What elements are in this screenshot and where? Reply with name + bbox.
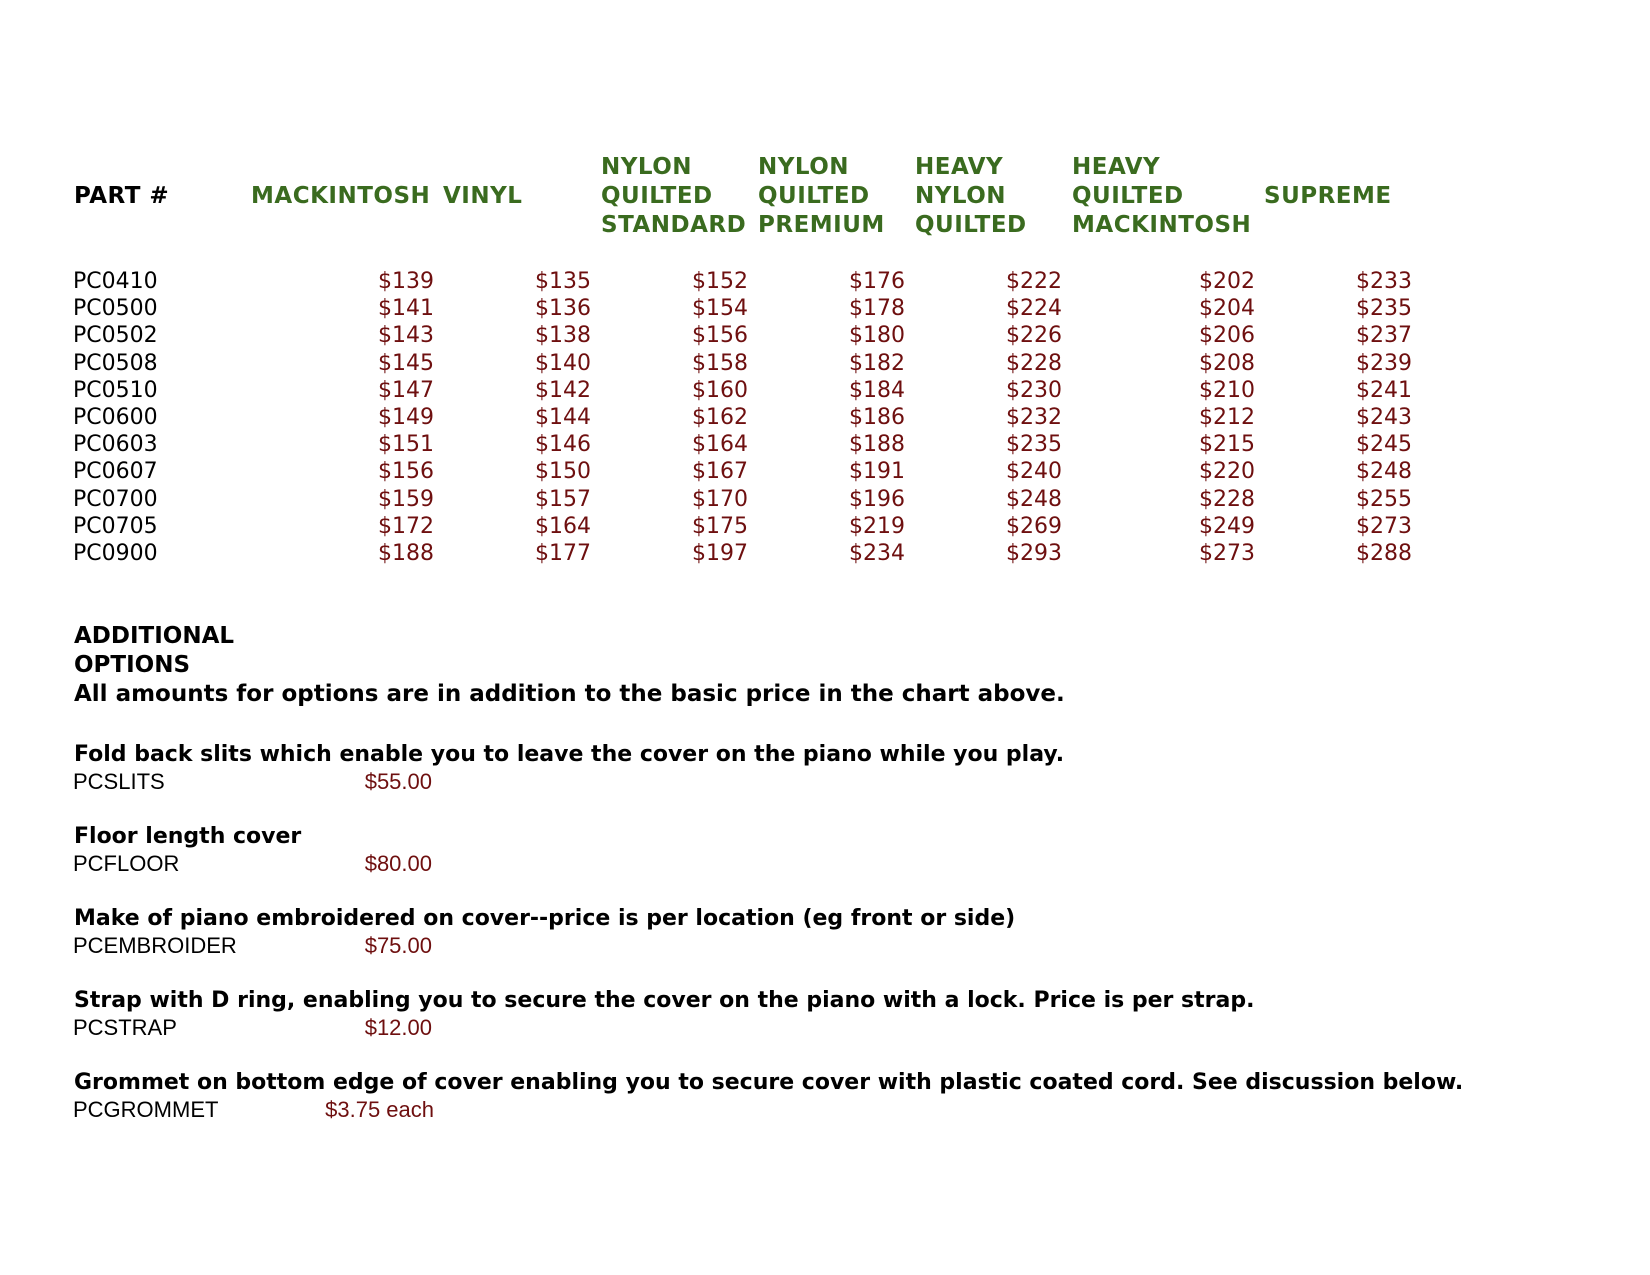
- option-description: Floor length cover: [74, 824, 302, 849]
- column-header-supreme: SUPREME: [1264, 183, 1392, 209]
- table-row: [0, 404, 1650, 431]
- part-number-cell: PC0500: [73, 296, 158, 322]
- price-cell: $255: [1356, 486, 1412, 512]
- price-cell: $160: [692, 377, 748, 403]
- price-cell: $151: [378, 432, 434, 458]
- price-cell: $138: [535, 323, 591, 349]
- price-cell: $180: [849, 323, 905, 349]
- price-cell: $288: [1356, 541, 1412, 566]
- part-number-cell: PC0700: [73, 486, 158, 512]
- option-price: $75.00: [364, 933, 432, 958]
- price-cell: $167: [692, 459, 748, 485]
- price-cell: $241: [1356, 377, 1412, 403]
- price-cell: $269: [1006, 513, 1062, 539]
- table-row: [0, 540, 1650, 567]
- price-cell: $152: [692, 269, 748, 294]
- price-cell: $136: [535, 296, 591, 322]
- option-code: PCSTRAP: [73, 1015, 177, 1040]
- price-cell: $212: [1199, 405, 1255, 430]
- part-number-header: PART #: [74, 183, 170, 209]
- price-cell: $177: [535, 541, 591, 566]
- price-cell: $186: [849, 405, 905, 430]
- column-header-heavy-quilted-mackintosh: HEAVY QUILTED MACKINTOSH: [1072, 154, 1252, 238]
- option-code: PCSLITS: [73, 769, 165, 794]
- price-cell: $240: [1006, 459, 1062, 485]
- table-row: [0, 513, 1650, 540]
- price-cell: $142: [535, 377, 591, 403]
- table-row: [0, 295, 1650, 322]
- price-cell: $139: [378, 269, 434, 294]
- price-cell: $197: [692, 541, 748, 566]
- price-cell: $273: [1356, 513, 1412, 539]
- price-cell: $215: [1199, 432, 1255, 458]
- price-cell: $178: [849, 296, 905, 322]
- price-cell: $188: [378, 541, 434, 566]
- price-cell: $146: [535, 432, 591, 458]
- option-price: $3.75 each: [325, 1097, 434, 1122]
- price-cell: $230: [1006, 377, 1062, 403]
- table-row: [0, 268, 1650, 295]
- table-row: [0, 486, 1650, 513]
- part-number-cell: PC0603: [73, 432, 158, 458]
- option-price: $80.00: [364, 851, 432, 876]
- column-header-heavy-nylon-quilted: HEAVY NYLON QUILTED: [915, 154, 1027, 238]
- price-cell: $226: [1006, 323, 1062, 349]
- option-description: Fold back slits which enable you to leave the cover on the piano while you play.: [74, 742, 1065, 767]
- price-cell: $156: [378, 459, 434, 485]
- price-cell: $188: [849, 432, 905, 458]
- additional-options-note: All amounts for options are in addition to the basic price in the chart above.: [74, 681, 1065, 707]
- price-cell: $248: [1006, 486, 1062, 512]
- price-cell: $140: [535, 350, 591, 376]
- price-cell: $196: [849, 486, 905, 512]
- price-cell: $208: [1199, 350, 1255, 376]
- column-header-nylon-quilted-premium: NYLON QUILTED PREMIUM: [758, 154, 885, 238]
- price-cell: $162: [692, 405, 748, 430]
- price-cell: $273: [1199, 541, 1255, 566]
- column-header-vinyl: VINYL: [443, 183, 523, 209]
- part-number-cell: PC0510: [73, 377, 158, 403]
- price-cell: $235: [1006, 432, 1062, 458]
- additional-options-title: ADDITIONAL OPTIONS: [74, 623, 235, 678]
- price-cell: $170: [692, 486, 748, 512]
- price-cell: $135: [535, 269, 591, 294]
- price-cell: $202: [1199, 269, 1255, 294]
- price-cell: $164: [535, 513, 591, 539]
- price-cell: $145: [378, 350, 434, 376]
- price-cell: $164: [692, 432, 748, 458]
- price-cell: $175: [692, 513, 748, 539]
- price-cell: $222: [1006, 269, 1062, 294]
- price-cell: $144: [535, 405, 591, 430]
- price-cell: $147: [378, 377, 434, 403]
- part-number-cell: PC0508: [73, 350, 158, 376]
- option-description: Grommet on bottom edge of cover enabling you to secure cover with plastic coated cord. See discussion below.: [74, 1070, 1464, 1095]
- table-row: [0, 322, 1650, 349]
- price-cell: $233: [1356, 269, 1412, 294]
- option-description: Make of piano embroidered on cover--price is per location (eg front or side): [74, 906, 1016, 931]
- table-row: [0, 458, 1650, 485]
- price-cell: $156: [692, 323, 748, 349]
- table-row: [0, 377, 1650, 404]
- price-cell: $224: [1006, 296, 1062, 322]
- price-cell: $293: [1006, 541, 1062, 566]
- price-cell: $150: [535, 459, 591, 485]
- price-cell: $143: [378, 323, 434, 349]
- price-cell: $206: [1199, 323, 1255, 349]
- price-cell: $149: [378, 405, 434, 430]
- price-cell: $220: [1199, 459, 1255, 485]
- table-row: [0, 431, 1650, 458]
- option-code: PCGROMMET: [73, 1097, 219, 1122]
- price-cell: $182: [849, 350, 905, 376]
- part-number-cell: PC0900: [73, 541, 158, 566]
- price-cell: $228: [1006, 350, 1062, 376]
- price-cell: $157: [535, 486, 591, 512]
- price-cell: $243: [1356, 405, 1412, 430]
- price-cell: $219: [849, 513, 905, 539]
- price-cell: $237: [1356, 323, 1412, 349]
- part-number-cell: PC0705: [73, 513, 158, 539]
- price-cell: $232: [1006, 405, 1062, 430]
- part-number-cell: PC0607: [73, 459, 158, 485]
- part-number-cell: PC0410: [73, 269, 158, 294]
- price-cell: $248: [1356, 459, 1412, 485]
- part-number-cell: PC0502: [73, 323, 158, 349]
- option-code: PCFLOOR: [73, 851, 180, 876]
- price-cell: $158: [692, 350, 748, 376]
- option-description: Strap with D ring, enabling you to secure the cover on the piano with a lock. Price is per strap.: [74, 988, 1255, 1013]
- option-code: PCEMBROIDER: [73, 933, 237, 958]
- price-cell: $239: [1356, 350, 1412, 376]
- option-price: $55.00: [364, 769, 432, 794]
- price-cell: $184: [849, 377, 905, 403]
- column-header-nylon-quilted-standard: NYLON QUILTED STANDARD: [601, 154, 747, 238]
- price-cell: $176: [849, 269, 905, 294]
- price-cell: $172: [378, 513, 434, 539]
- price-cell: $245: [1356, 432, 1412, 458]
- table-row: [0, 350, 1650, 377]
- option-price: $12.00: [364, 1015, 432, 1040]
- price-cell: $141: [378, 296, 434, 322]
- price-cell: $249: [1199, 513, 1255, 539]
- price-cell: $159: [378, 486, 434, 512]
- price-cell: $191: [849, 459, 905, 485]
- price-cell: $234: [849, 541, 905, 566]
- price-cell: $228: [1199, 486, 1255, 512]
- price-cell: $154: [692, 296, 748, 322]
- price-cell: $210: [1199, 377, 1255, 403]
- price-cell: $235: [1356, 296, 1412, 322]
- column-header-mackintosh: MACKINTOSH: [251, 183, 431, 209]
- part-number-cell: PC0600: [73, 405, 158, 430]
- price-cell: $204: [1199, 296, 1255, 322]
